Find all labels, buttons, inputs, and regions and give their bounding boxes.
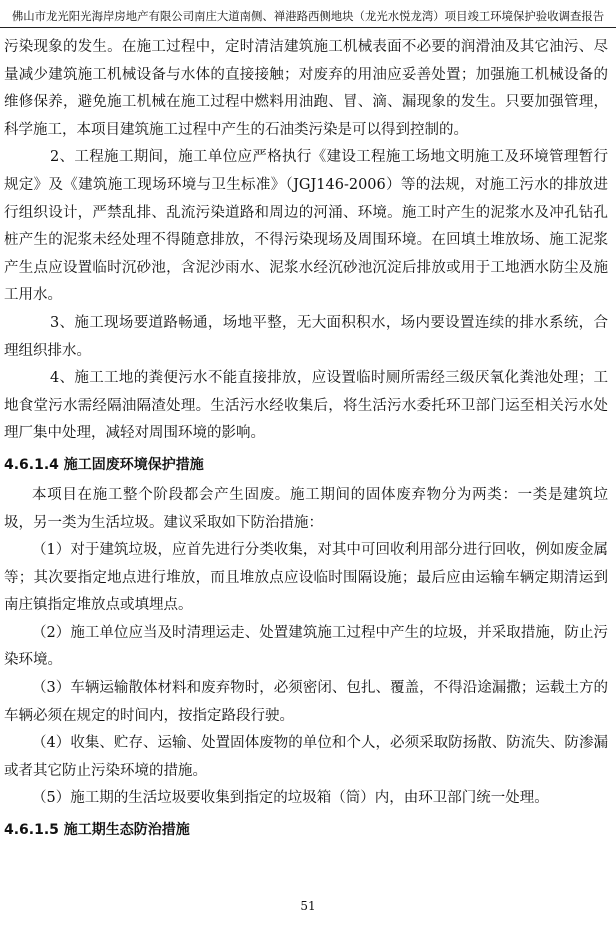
header-divider [0,27,616,28]
page-body [4,34,608,847]
section-heading-solid-waste: 4.6.1.4 施工固废环境保护措施 [4,456,204,473]
paragraph-oil-pollution: 污染现象的发生。在施工过程中，定时清洁建筑施工机械表面不必要的润滑油及其它油污、尽量减少建筑施工机械设备与水体的直接接触；对废弃的用油应妥善处置；加强施工机械设备的维修保养，避免施工机械在施工过程中燃料用油跑、冒、滴、漏现象的发生。只要加强管理，科学施工，本项目建筑施工过程中产生的石油类污染是可以得到控制的。 [4,39,608,138]
list-item-domestic-garbage: （5）施工期的生活垃圾要收集到指定的垃圾箱（筒）内，由环卫部门统一处理。 [32,790,549,807]
paragraph-solid-waste-intro: 本项目在施工整个阶段都会产生固废。施工期间的固体废弃物分为两类：一类是建筑垃圾，另一类为生活垃圾。建议采取如下防治措施： [4,486,608,531]
paragraph-site-drainage: 3、施工现场要道路畅通，场地平整，无大面积积水，场内要设置连续的排水系统，合理组织排水。 [4,314,608,359]
list-item-waste-handling: （4）收集、贮存、运输、处置固体废物的单位和个人，必须采取防扬散、防流失、防渗漏或者其它防止污染环境的措施。 [4,735,608,779]
list-item-garbage-cleanup: （2）施工单位应当及时清理运走、处置建筑施工过程中产生的垃圾，并采取措施，防止污染环境。 [4,624,608,669]
running-header: 佛山市龙光阳光海岸房地产有限公司南庄大道南侧、禅港路西侧地块（龙光水悦龙湾）项目竣工环境保护验收调查报告 [11,9,605,23]
list-item-vehicle-transport: （3）车辆运输散体材料和废弃物时，必须密闭、包扎、覆盖，不得沿途漏撒；运载土方的车辆必须在规定的时间内，按指定路段行驶。 [4,680,608,724]
section-heading-ecology: 4.6.1.5 施工期生态防治措施 [4,822,190,839]
page-number: 51 [300,899,316,913]
list-item-construction-waste: （1）对于建筑垃圾，应首先进行分类收集，对其中可回收利用部分进行回收，例如废金属等；其次要指定地点进行堆放，而且堆放点应设临时围隔设施；最后应由运输车辆定期清运到南庄镇指定堆放点或填埋点。 [4,542,608,614]
paragraph-wastewater-rules: 2、工程施工期间，施工单位应严格执行《建设工程施工场地文明施工及环境管理暂行规定》及《建筑施工现场环境与卫生标准》（JGJ146-2006）等的法规，对施工污水的排放进行组织设计，严禁乱排、乱流污染道路和周边的河涌、环境。施工时产生的泥浆水及冲孔钻孔桩产生的泥浆未经处理不得随意排放，不得污染现场及周围环境。在回填土堆放场、施工泥浆产生点应设置临时沉砂池，含泥沙雨水、泥浆水经沉砂池沉淀后排放或用于工地洒水防尘及施工用水。 [4,149,608,304]
paragraph-sewage-treatment: 4、施工工地的粪便污水不能直接排放，应设置临时厕所需经三级厌氧化粪池处理；工地食堂污水需经隔油隔渣处理。生活污水经收集后，将生活污水委托环卫部门运至相关污水处理厂集中处理，减轻对周围环境的影响。 [4,370,608,442]
